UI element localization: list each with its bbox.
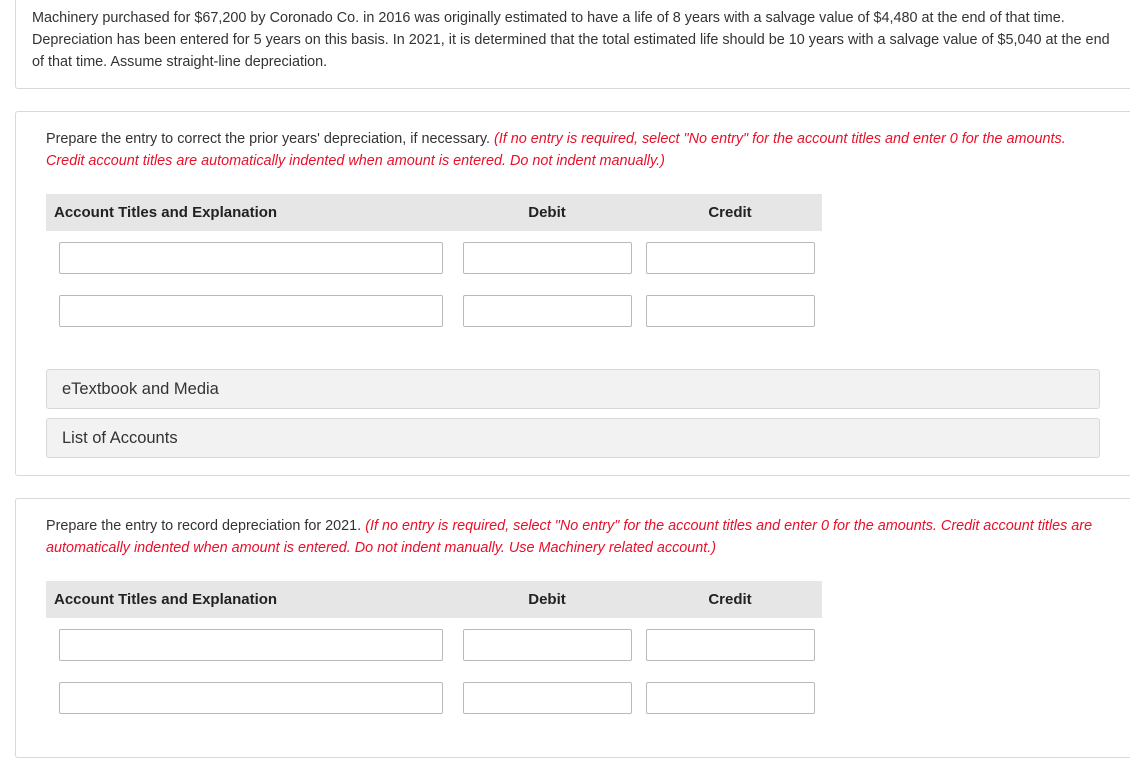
journal-row	[46, 295, 822, 329]
journal-row	[46, 682, 822, 716]
credit-input[interactable]	[646, 295, 815, 327]
credit-input[interactable]	[646, 242, 815, 274]
problem-statement: Machinery purchased for $67,200 by Coronado Co. in 2016 was originally estimated to have a life of 8 years with a salvage value of $4,480 at the end of that time. Depreciation has been entered for 5 years on this basis. In 2021, it is determined that the total estimated life should be 10 years with a salvage value of $5,040 at the end of that time. Assume straight-line depreciation.	[32, 10, 1110, 70]
header-account-titles: Account Titles and Explanation	[54, 591, 278, 608]
header-credit: Credit	[708, 591, 752, 608]
part2-instructions: (If no entry is required, select "No entry" for the account titles and enter 0 for the amounts. Credit account titles are automatically indented when amount is entered. Do not indent manually. Use Machinery related account.)	[46, 518, 1093, 556]
part1-card	[15, 111, 1130, 476]
part2-question: Prepare the entry to record depreciation for 2021.	[46, 518, 366, 534]
part1-prompt	[46, 128, 1106, 172]
problem-card	[15, 0, 1130, 89]
header-debit: Debit	[528, 591, 566, 608]
part1-table-header	[46, 194, 822, 231]
list-of-accounts-label: List of Accounts	[62, 429, 178, 447]
credit-input[interactable]	[646, 629, 815, 661]
header-account-titles: Account Titles and Explanation	[54, 204, 278, 221]
journal-row	[46, 629, 822, 663]
debit-input[interactable]	[463, 682, 632, 714]
debit-input[interactable]	[463, 629, 632, 661]
part2-prompt	[46, 515, 1106, 559]
debit-input[interactable]	[463, 242, 632, 274]
etextbook-media-button[interactable]	[46, 369, 1100, 409]
part1-instructions: (If no entry is required, select "No entry" for the account titles and enter 0 for the amounts. Credit account titles are automatically indented when amount is entered. Do not indent manually.)	[46, 131, 1066, 169]
journal-row	[46, 242, 822, 276]
account-title-input[interactable]	[59, 242, 443, 274]
account-title-input[interactable]	[59, 629, 443, 661]
part1-question: Prepare the entry to correct the prior years' depreciation, if necessary.	[46, 131, 494, 147]
part2-card	[15, 498, 1130, 758]
debit-input[interactable]	[463, 295, 632, 327]
account-title-input[interactable]	[59, 682, 443, 714]
credit-input[interactable]	[646, 682, 815, 714]
header-debit: Debit	[528, 204, 566, 221]
account-title-input[interactable]	[59, 295, 443, 327]
list-of-accounts-button[interactable]	[46, 418, 1100, 458]
etextbook-media-label: eTextbook and Media	[62, 380, 219, 398]
header-credit: Credit	[708, 204, 752, 221]
part2-table-header	[46, 581, 822, 618]
